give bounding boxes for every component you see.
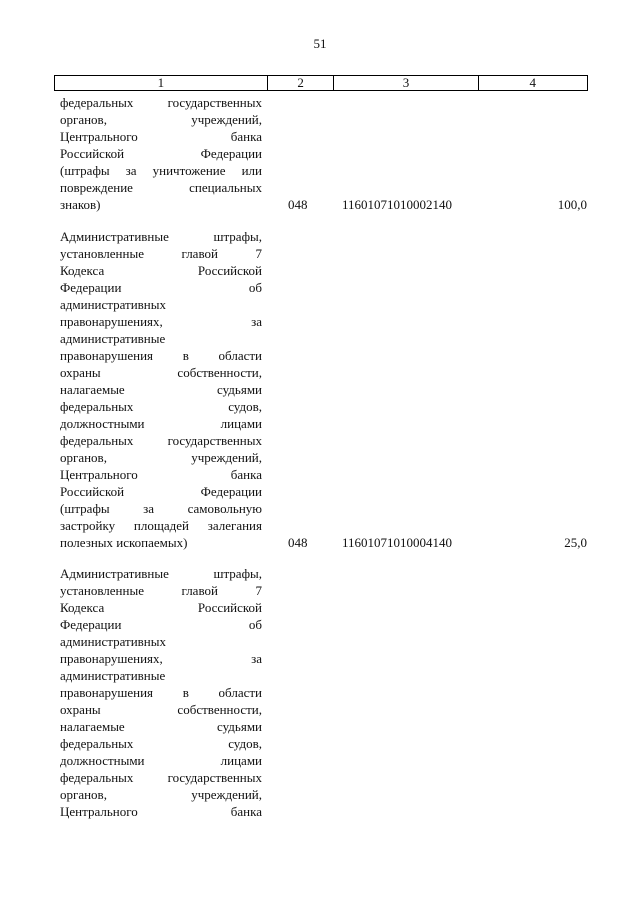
description-line: налагаемые судьями (60, 719, 262, 734)
amount: 25,0 (564, 535, 587, 550)
description-line: Кодекса Российской (60, 263, 262, 278)
description-line: Российской Федерации (60, 484, 262, 499)
header-col-3: 3 (334, 76, 478, 91)
header-col-1: 1 (55, 76, 268, 91)
budget-code: 11601071010004140 (342, 535, 453, 550)
description-line: административные (60, 668, 166, 683)
description-line: органов, учреждений, (60, 450, 262, 465)
header-col-2: 2 (267, 76, 334, 91)
description-line: федеральных государственных (60, 433, 262, 448)
description-line: правонарушениях, за (60, 651, 262, 666)
admin-code: 048 (288, 535, 308, 550)
description-line: Кодекса Российской (60, 600, 262, 615)
description-line: Административные штрафы, (60, 566, 262, 581)
row-description (60, 565, 262, 820)
description-line: федеральных судов, (60, 399, 262, 414)
description-line: установленные главой 7 (60, 246, 262, 261)
row-description (60, 228, 262, 551)
description-line: федеральных государственных (60, 770, 262, 785)
description-line: Центрального банка (60, 467, 262, 482)
header-col-4: 4 (478, 76, 587, 91)
description-line: федеральных государственных (60, 95, 262, 110)
table-header (54, 75, 588, 91)
description-line: должностными лицами (60, 416, 262, 431)
description-line: органов, учреждений, (60, 112, 262, 127)
description-line: Административные штрафы, (60, 229, 262, 244)
description-line: застройку площадей залегания (60, 518, 262, 533)
description-line: Российской Федерации (60, 146, 262, 161)
row-description (60, 94, 262, 213)
description-line: должностными лицами (60, 753, 262, 768)
description-line: полезных ископаемых) (60, 535, 188, 550)
description-line: охраны собственности, (60, 365, 262, 380)
description-line: повреждение специальных (60, 180, 262, 195)
description-line: административных (60, 634, 166, 649)
description-line: Центрального банка (60, 129, 262, 144)
description-line: (штрафы за уничтожение или (60, 163, 262, 178)
description-line: охраны собственности, (60, 702, 262, 717)
description-line: Центрального банка (60, 804, 262, 819)
description-line: Федерации об (60, 280, 262, 295)
amount: 100,0 (557, 197, 587, 212)
admin-code: 048 (288, 197, 308, 212)
description-line: федеральных судов, (60, 736, 262, 751)
description-line: (штрафы за самовольную (60, 501, 262, 516)
description-line: правонарушения в области (60, 348, 262, 363)
description-line: налагаемые судьями (60, 382, 262, 397)
description-line: административные (60, 331, 166, 346)
description-line: органов, учреждений, (60, 787, 262, 802)
description-line: правонарушения в области (60, 685, 262, 700)
page-number: 51 (313, 36, 327, 51)
description-line: правонарушениях, за (60, 314, 262, 329)
description-line: установленные главой 7 (60, 583, 262, 598)
description-line: знаков) (60, 197, 101, 212)
description-line: Федерации об (60, 617, 262, 632)
budget-code: 11601071010002140 (342, 197, 453, 212)
description-line: административных (60, 297, 166, 312)
